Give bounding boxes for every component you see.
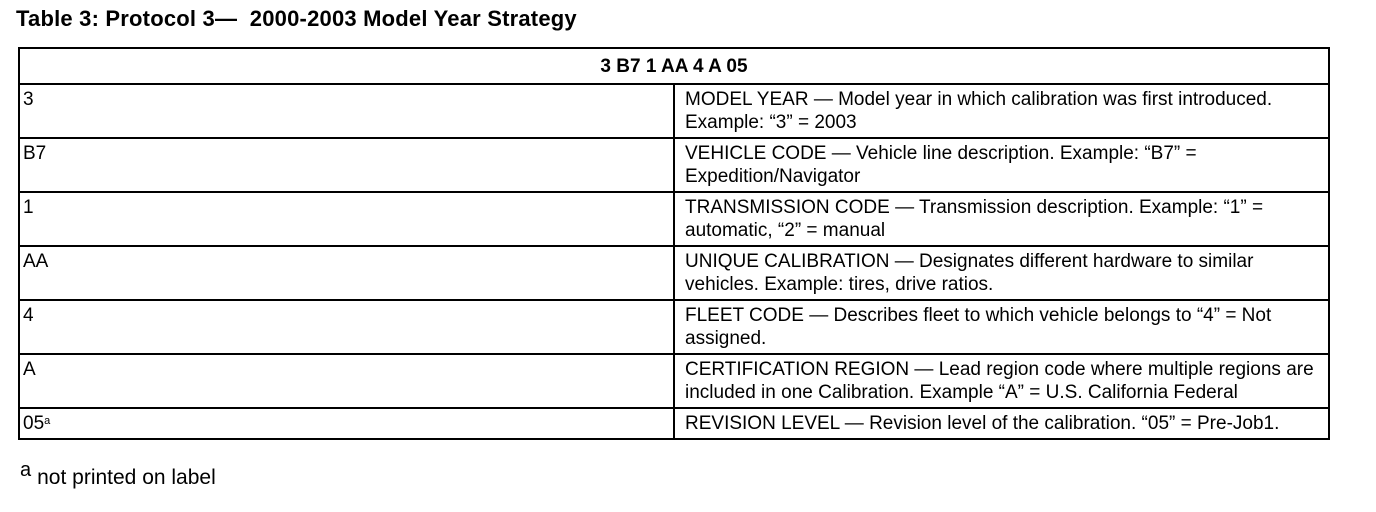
row-code: AA <box>19 246 674 300</box>
row-code: 05 <box>23 413 45 434</box>
table-row <box>19 246 1329 300</box>
row-description: REVISION LEVEL — Revision level of the calibration. “05” = Pre-Job1. <box>674 408 1329 439</box>
model-year-strategy-table <box>18 47 1330 440</box>
row-code: 4 <box>19 300 674 354</box>
table-row <box>19 354 1329 408</box>
table-title: Table 3: Protocol 3— 2000-2003 Model Year Strategy <box>16 6 577 31</box>
row-code-cell <box>19 408 674 439</box>
table-row <box>19 192 1329 246</box>
table-header-row <box>19 48 1329 84</box>
footnote <box>20 459 216 490</box>
row-description: VEHICLE CODE — Vehicle line description. Example: “B7” = Expedition/Navigator <box>674 138 1329 192</box>
row-code: B7 <box>19 138 674 192</box>
footnote-text: not printed on label <box>37 466 216 489</box>
row-description: FLEET CODE — Describes fleet to which vehicle belongs to “4” = Not assigned. <box>674 300 1329 354</box>
row-code: 3 <box>19 84 674 138</box>
row-description: CERTIFICATION REGION — Lead region code where multiple regions are included in one Calibration. Example “A” = U.S. California Federal <box>674 354 1329 408</box>
row-description: MODEL YEAR — Model year in which calibration was first introduced. Example: “3” = 2003 <box>674 84 1329 138</box>
row-description: TRANSMISSION CODE — Transmission description. Example: “1” = automatic, “2” = manual <box>674 192 1329 246</box>
row-code: 1 <box>19 192 674 246</box>
table-header-code: 3 B7 1 AA 4 A 05 <box>19 48 1329 84</box>
table-row <box>19 300 1329 354</box>
table-row <box>19 138 1329 192</box>
footnote-mark: a <box>20 459 32 481</box>
footnote-reference: a <box>44 415 51 427</box>
table-row <box>19 408 1329 439</box>
table-row <box>19 84 1329 138</box>
row-code: A <box>19 354 674 408</box>
row-description: UNIQUE CALIBRATION — Designates different hardware to similar vehicles. Example: tires, drive ratios. <box>674 246 1329 300</box>
